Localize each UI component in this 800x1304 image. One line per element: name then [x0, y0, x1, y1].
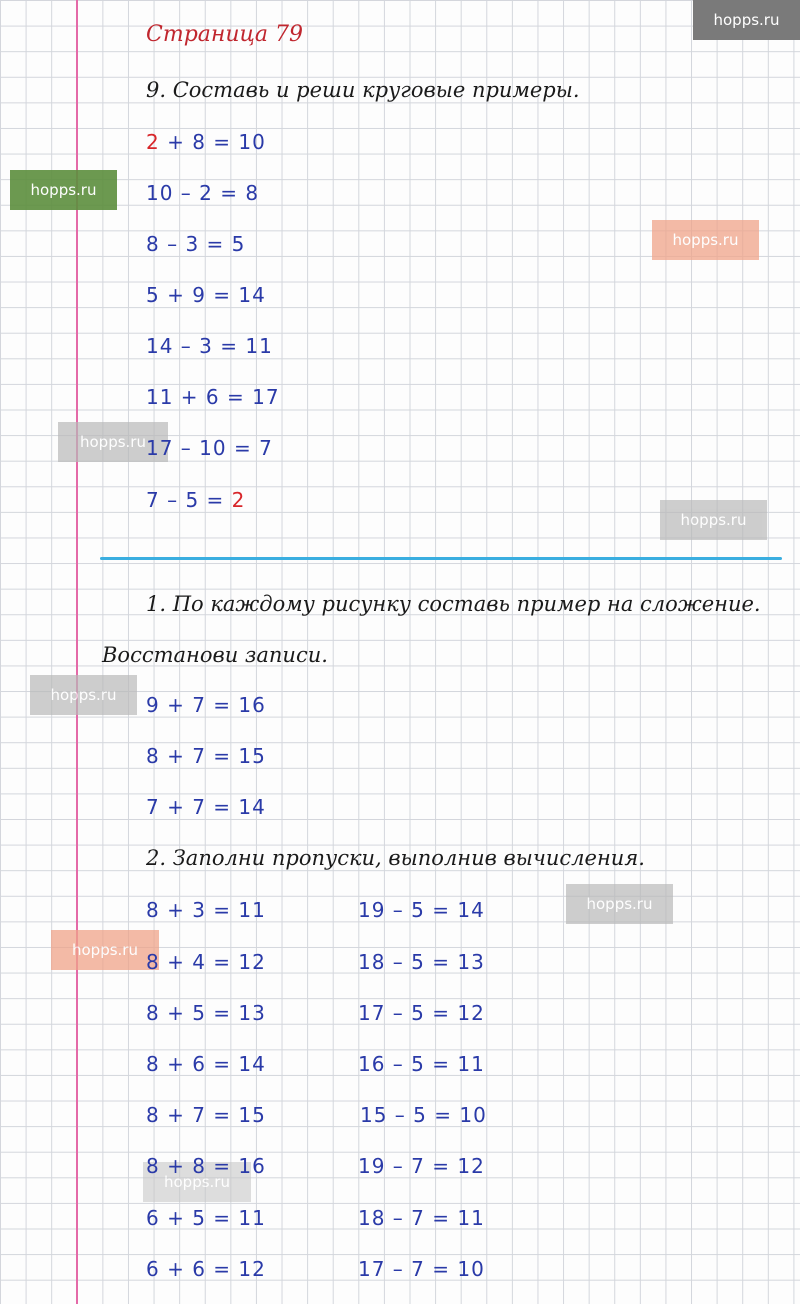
task2-left-equation: 8 + 5 = 13 [146, 1001, 266, 1025]
task2-right-equation: 17 – 7 = 10 [358, 1257, 485, 1281]
task9-equation [146, 130, 266, 154]
watermark: hopps.ru [51, 930, 159, 970]
watermark: hopps.ru [652, 220, 759, 260]
task2-left-equation: 8 + 7 = 15 [146, 1103, 266, 1127]
task2-right-equation: 18 – 5 = 13 [358, 950, 485, 974]
task9-equation [146, 488, 245, 512]
task9-equation: 11 + 6 = 17 [146, 385, 280, 409]
task2-right-equation: 16 – 5 = 11 [358, 1052, 485, 1076]
task2-right-equation: 15 – 5 = 10 [360, 1103, 487, 1127]
task1-heading-continued: Восстанови записи. [102, 643, 328, 667]
task2-left-equation: 8 + 3 = 11 [146, 898, 266, 922]
task2-right-equation: 18 – 7 = 11 [358, 1206, 485, 1230]
task2-left-equation: 8 + 6 = 14 [146, 1052, 266, 1076]
section-divider [100, 557, 782, 560]
task9-equation: 10 – 2 = 8 [146, 181, 260, 205]
task1-equation: 7 + 7 = 14 [146, 795, 266, 819]
watermark: hopps.ru [30, 675, 137, 715]
equation-rest: + 8 = 10 [159, 130, 266, 154]
task1-equation: 9 + 7 = 16 [146, 693, 266, 717]
watermark: hopps.ru [143, 1162, 251, 1202]
task2-heading: 2. Заполни пропуски, выполнив вычисления. [146, 846, 645, 870]
task9-equation: 14 – 3 = 11 [146, 334, 273, 358]
equation-start: 7 – 5 = [146, 488, 232, 512]
task9-equation: 17 – 10 = 7 [146, 436, 273, 460]
task2-right-equation: 19 – 5 = 14 [358, 898, 485, 922]
task2-right-equation: 19 – 7 = 12 [358, 1154, 485, 1178]
highlight-number: 2 [231, 488, 246, 512]
watermark: hopps.ru [58, 422, 168, 462]
task2-left-equation: 6 + 5 = 11 [146, 1206, 266, 1230]
task9-equation: 8 – 3 = 5 [146, 232, 246, 256]
task1-equation: 8 + 7 = 15 [146, 744, 266, 768]
watermark: hopps.ru [660, 500, 767, 540]
watermark: hopps.ru [10, 170, 117, 210]
task2-left-equation: 8 + 8 = 16 [146, 1154, 266, 1178]
task2-left-equation: 8 + 4 = 12 [146, 950, 266, 974]
task2-left-equation: 6 + 6 = 12 [146, 1257, 266, 1281]
watermark-top-right[interactable]: hopps.ru [693, 0, 800, 40]
highlight-number: 2 [146, 130, 160, 154]
task2-right-equation: 17 – 5 = 12 [358, 1001, 485, 1025]
page-title: Страница 79 [146, 22, 304, 47]
task1-heading: 1. По каждому рисунку составь пример на сложение. [146, 592, 761, 616]
watermark: hopps.ru [566, 884, 673, 924]
task9-equation: 5 + 9 = 14 [146, 283, 266, 307]
task9-heading: 9. Составь и реши круговые примеры. [146, 78, 580, 102]
